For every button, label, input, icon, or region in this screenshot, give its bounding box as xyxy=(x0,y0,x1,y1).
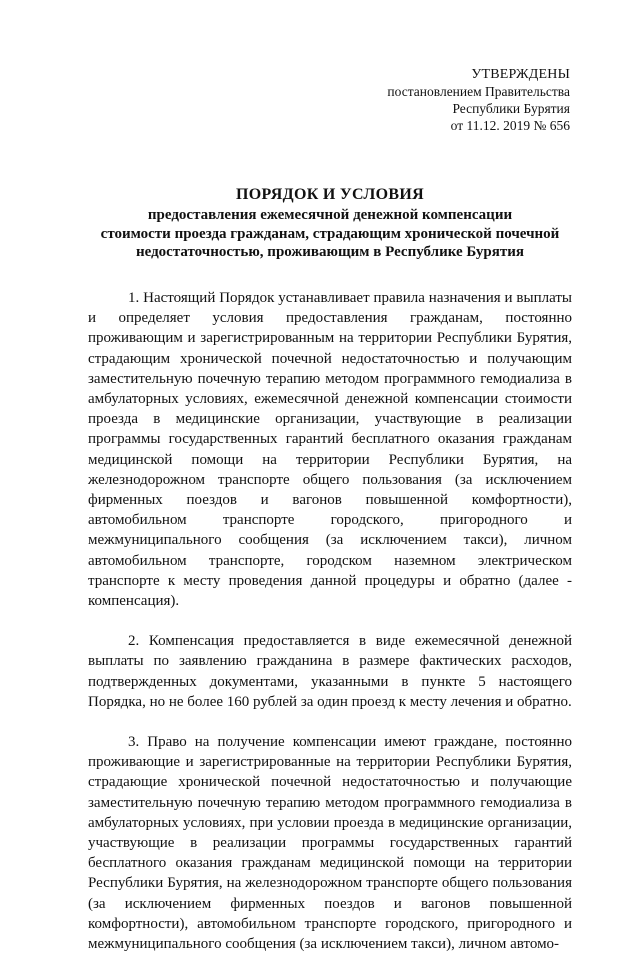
approval-line-authority: постановлением Правительства xyxy=(387,84,570,99)
document-title-block xyxy=(88,184,572,262)
paragraph-2: 2. Компенсация предоставляется в виде ежемесячной денежной выплаты по заявлению гражданина в размере фактических расходов, подтвержденных документами, указанными в пункте 5 настоящего Порядка, но не более 160 рублей за один проезд к месту лечения и обратно. xyxy=(88,633,572,710)
approval-line-region: Республики Бурятия xyxy=(452,101,570,116)
document-subtitle: предоставления ежемесячной денежной компенсации стоимости проезда гражданам, страдающим хронической почечной недостаточностью, проживающим в Республике Бурятия xyxy=(100,207,560,260)
document-title: ПОРЯДОК И УСЛОВИЯ xyxy=(236,186,424,203)
paragraph-1: 1. Настоящий Порядок устанавливает правила назначения и выплаты и определяет условия предоставления гражданам, постоянно проживающим и зарегистрированным на территории Республики Бурятия, страдающим хронической почечной недостаточностью и получающим заместительную почечную терапию методом программного гемодиализа в амбулаторных условиях, ежемесячной денежной компенсации стоимости проезда в медицинские организации, участвующие в реализации программы государственных гарантий бесплатного оказания гражданам медицинской помощи на территории Республики Бурятия, на железнодорожном транспорте общего пользования (за исключением фирменных поездов и вагонов повышенной комфортности), автомобильном транспорте городского, пригородного и межмуниципального сообщения (за исключением такси), личном автомобильном транспорте, городском наземном электрическом транспорте к месту проведения данной процедуры и обратно (далее - компенсация). xyxy=(88,290,572,610)
approval-line-date-number: от 11.12. 2019 № 656 xyxy=(450,118,570,133)
approval-stamp xyxy=(387,66,570,134)
paragraph-3: 3. Право на получение компенсации имеют граждане, постоянно проживающие и зарегистрированные на территории Республики Бурятия, страдающие хронической почечной недостаточностью и получающие заместительную почечную терапию методом программного гемодиализа в амбулаторных условиях, при условии проезда в медицинские организации, участвующие в реализации программы государственных гарантий бесплатного оказания гражданам медицинской помощи на территории Республики Бурятия, на железнодорожном транспорте общего пользования (за исключением фирменных поездов и вагонов повышенной комфортности), автомобильном транспорте городского, пригородного и межмуниципального сообщения (за исключением такси), личном автомо- xyxy=(88,734,572,953)
approval-heading: УТВЕРЖДЕНЫ xyxy=(471,67,570,82)
document-body xyxy=(88,288,572,974)
